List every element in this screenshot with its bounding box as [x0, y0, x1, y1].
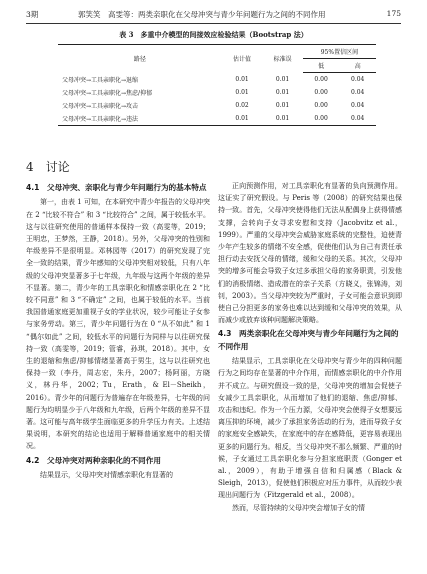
subsection-heading-4-1: 4.1 父母冲突、亲职化与青少年问题行为的基本特点	[26, 183, 207, 192]
col-high-header: 高	[339, 59, 376, 73]
row-path: 父母冲突→工具亲职化→焦虑/抑郁	[62, 89, 153, 97]
row-path: 父母冲突→工具亲职化→退缩	[62, 76, 139, 84]
col-low-header: 低	[303, 59, 340, 73]
row-ci-high: 0.04	[351, 88, 365, 96]
row-se: 0.01	[275, 88, 290, 96]
subsection-heading-4-2: 4.2 父母冲突对两种亲职化的不同作用	[26, 455, 161, 465]
col-path-header: 路径	[58, 45, 222, 73]
mediation-table	[58, 44, 376, 126]
row-ci-low: 0.00	[314, 75, 328, 83]
issue-number: 3期	[26, 10, 39, 19]
table-header-row	[58, 45, 376, 59]
row-estimate: 0.01	[222, 112, 263, 126]
col-se-header: 标准误	[262, 45, 303, 73]
row-se: 0.01	[275, 101, 290, 109]
paragraph: 然而，尽管持续的父母冲突会增加子女的情	[232, 503, 365, 512]
row-ci-high: 0.04	[351, 101, 365, 109]
table-caption: 表 3 多重中介模型的间接效应检验结果（Bootstrap 法）	[119, 30, 308, 39]
row-ci-low: 0.00	[314, 88, 328, 96]
paragraph: 结果显示，工具亲职化在父母冲突与青少年的四种问题行为之间均存在显著的中介作用，而情感亲职化的中介作用并不成立。与研究假设一致的是，父母冲突的增加会促使子女减少工具亲职化，从而增加了他们的退缩、焦虑/抑郁、攻击和违纪。作为一个压力源，父母冲突会使得子女想要远离压抑的环境，减少了承担家务活动的行为，进而导致子女的家庭安全感缺失，在家庭中的存在感降低，更容易表现出更多的问题行为。相反，当父母冲突不那么频繁、严重的时候，子女通过工具亲职化参与分担家庭职责（Gonger et al.，2009），有助于增强自信和归属感（Black & Sleigh，2013），促使他们积极应对压力事件，从而较少表现出问题行为（Fitzgerald et al.，2008）。	[218, 357, 402, 500]
section-heading-discussion: 4 讨论	[26, 160, 70, 174]
col-estimate-header: 估计值	[222, 45, 263, 73]
row-ci-low: 0.00	[314, 101, 328, 109]
table-row	[58, 99, 376, 112]
row-path: 父母冲突→工具亲职化→违法	[58, 112, 222, 126]
paragraph: 正向预测作用，对工具亲职化有显著的负向预测作用。这证实了研究假设。与 Peris 等（2008）的研究结果也保持一致。首先，父母冲突使得他们无法从配偶身上获得情感支撑，会转向子女寻求安慰和支持（Jacobvitz et al.，1999）。严重的父母冲突会威胁家庭系统的完整性，迫使青少年产生较多的情绪不安全感，促使他们认为自己有责任承担行动去安抚父母的情绪，缓和父母的关系。其次，父母冲突的增多可能会导致子女过多承担父母的家务职责，引发他们的消极情绪、造成潜在的亲子关系（方晓义，张锦涛，刘钊，2003）。当父母冲突较为严重时，子女可能会意识到即使自己分担更多的家务也难以达到缓和父母冲突的效果，从而减少或放弃该种问题解决策略。	[218, 182, 402, 325]
running-title: 郭笑笑 高雯等：两类亲职化在父母冲突与青少年问题行为之间的不同作用	[78, 10, 326, 19]
row-ci-high: 0.04	[351, 75, 365, 83]
row-estimate: 0.01	[235, 75, 249, 83]
col-ci-header: 95%置信区间	[303, 45, 376, 59]
table-row	[58, 86, 376, 99]
paragraph: 第一，由表 1 可知，在本研究中青少年报告的父母冲突在 2 “比较不符合” 和 3 “比较符合” 之间，属于较低水平。这与以往研究使用的普通样本保持一致（高雯等，2019；王明忠，王梦然，王静，2018）。另外，父母冲突的性别和年级差异不是很明显。邓林园等（2017）的研究发现了完全一致的结果，青少年感知的父母冲突相对较低，只有八年级的父母冲突显著多于七年级，九年级与这两个年级的差异不显著。第二，青少年的工具亲职化和情感亲职化在 2 “比较不同意” 和 3 “不确定” 之间，也属于较低的水平。当前我国普通家庭更加重视子女的学业状况，较少可能让子女参与家务劳动。第三，青少年问题行为在 0 “从不如此” 和 1 “偶尔如此” 之间，较低水平的问题行为同样与以往研究保持一致（高雯等，2019；管睿，孙琪，2018）。其中，女生的退缩和焦虑/抑郁情绪显著高于男生，这与以往研究也保持一致（李丹，周志宏，朱丹，2007；杨阿丽，方晓义，林丹华，2002；Tu，Erath，& El－Sheikh，2016）。青少年的问题行为普遍存在年级差异，七年级的问题行为均明显少于八年级和九年级，后两个年级的差异不显著。这可能与高年级学生面临更多的升学压力有关。上述结果说明，本研究的结论也适用于解释普通家庭中的相关情况。	[26, 198, 210, 451]
page-number: 175	[386, 9, 401, 18]
table-row	[58, 112, 376, 126]
running-header	[26, 9, 401, 23]
row-estimate: 0.02	[235, 101, 249, 109]
table-row	[58, 73, 376, 86]
row-estimate: 0.01	[235, 88, 249, 96]
header-rule	[26, 23, 401, 24]
left-column	[26, 180, 210, 481]
row-ci-low: 0.00	[303, 112, 340, 126]
row-se: 0.01	[275, 75, 290, 83]
right-column	[218, 180, 402, 514]
row-path: 父母冲突→工具亲职化→攻击	[62, 102, 139, 110]
row-se: 0.01	[262, 112, 303, 126]
subsection-heading-4-3: 4.3 两类亲职化在父母冲突与青少年问题行为之间的不同作用	[218, 329, 399, 351]
row-ci-high: 0.04	[339, 112, 376, 126]
paragraph: 结果显示，父母冲突对情感亲职化有显著的	[40, 471, 173, 480]
